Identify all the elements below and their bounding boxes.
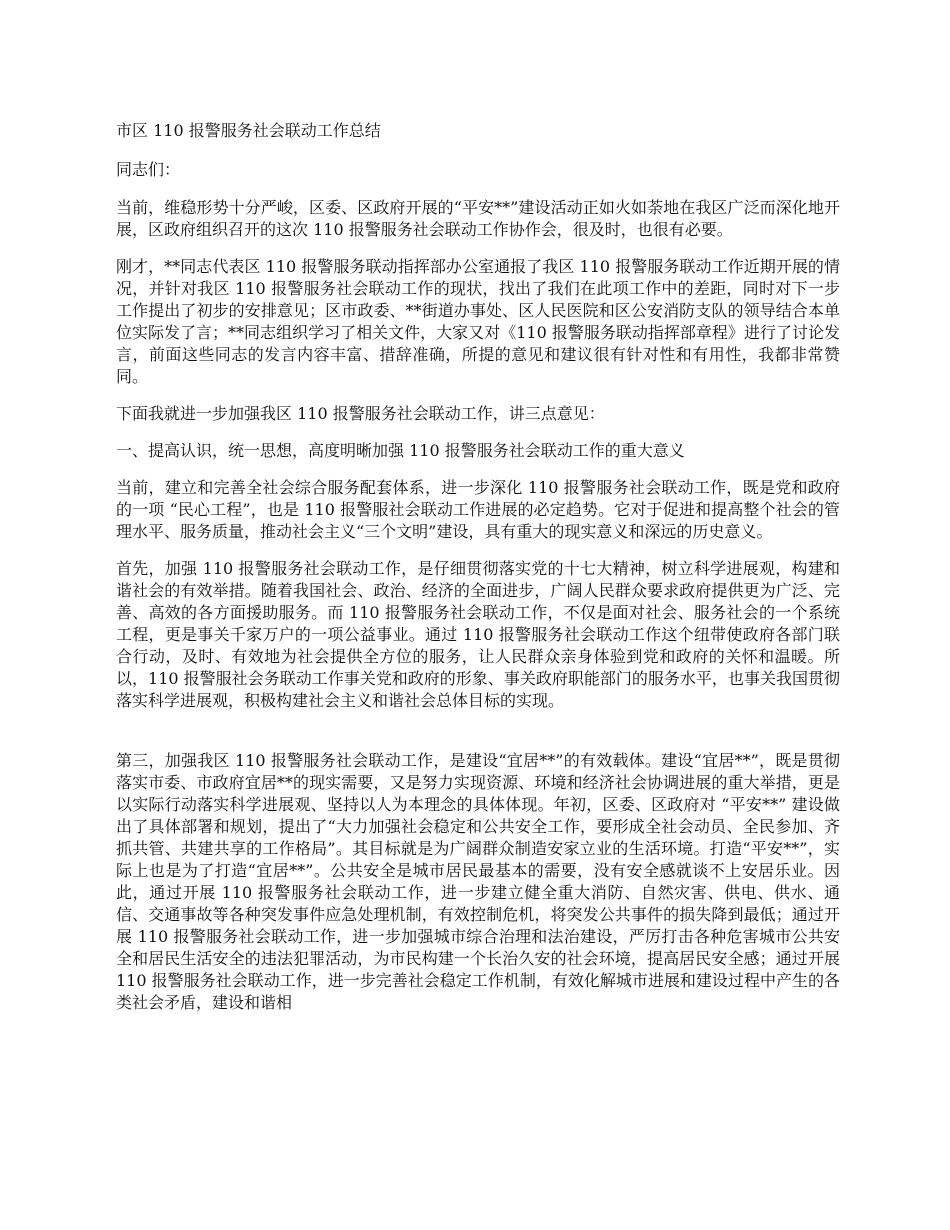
paragraph-significance: 当前，建立和完善全社会综合服务配套体系，进一步深化 110 报警服务社会联动工作，既是党和政府的一项 “民心工程”，也是 110 报警服社会联动工作进展的必定趋势。它对于促进和提高整个社会的管理水平、服务质量，推动社会主义“三个文明”建设，具有重大的现实意义和深远的历史意义。 [116, 478, 840, 541]
paragraph-meeting-review: 刚才，**同志代表区 110 报警服务联动指挥部办公室通报了我区 110 报警服务联动工作近期开展的情况，并针对我区 110 报警服务社会联动工作的现状，找出了我们在此项工作中的差距，同时对下一步工作提出了初步的安排意见；区市政委、**街道办事处、区人民医院和区公安消防支队的领导结合本单位实际发了言；**同志组织学习了相关文件，大家又对《110 报警服务联动指挥部章程》进行了讨论发言，前面这些同志的发言内容丰富、措辞准确，所提的意见和建议很有针对性和有用性，我都非常赞同。 [116, 257, 840, 386]
document-title: 市区 110 报警服务社会联动工作总结 [116, 121, 381, 140]
document-page [116, 120, 840, 1029]
page-gap [116, 727, 840, 750]
paragraph-three-points: 下面我就进一步加强我区 110 报警服务社会联动工作，讲三点意见： [116, 404, 605, 423]
paragraph-third: 第三，加强我区 110 报警服务社会联动工作，是建设“宜居**”的有效载体。建设“宜居**”，既是贯彻落实市委、市政府宜居**的现实需要，又是努力实现资源、环境和经济社会协调进展的重大举措，更是以实际行动落实科学进展观、坚持以人为本理念的具体体现。年初，区委、区政府对 “平安**” 建设做出了具体部署和规划，提出了“大力加强社会稳定和公共安全工作，要形成全社会动员、全民参加、齐抓共管、共建共享的工作格局”。其目标就是为广阔群众制造安家立业的生活环境。打造“平安**”，实际上也是为了打造“宜居**”。公共安全是城市居民最基本的需要，没有安全感就谈不上安居乐业。因此，通过开展 110 报警服务社会联动工作，进一步建立健全重大消防、自然灾害、供电、供水、通信、交通事故等各种突发事件应急处理机制，有效控制危机，将突发公共事件的损失降到最低；通过开展 110 报警服务社会联动工作，进一步加强城市综合治理和法治建设，严厉打击各种危害城市公共安全和居民生活安全的违法犯罪活动，为市民构建一个长治久安的社会环境，提高居民安全感；通过开展 110 报警服务社会联动工作，进一步完善社会稳定工作机制，有效化解城市进展和建设过程中产生的各类社会矛盾，建设和谐相 [116, 751, 840, 1012]
paragraph-intro: 当前，维稳形势十分严峻，区委、区政府开展的“平安**”建设活动正如火如荼地在我区广泛而深化地开展，区政府组织召开的这次 110 报警服务社会联动工作协作会，很及时，也很有必要。 [116, 198, 840, 239]
section-heading-one: 一、提高认识，统一思想，高度明晰加强 110 报警服务社会联动工作的重大意义 [116, 441, 685, 460]
salutation: 同志们： [116, 160, 181, 179]
paragraph-first: 首先，加强 110 报警服务社会联动工作，是仔细贯彻落实党的十七大精神，树立科学进展观，构建和谐社会的有效举措。随着我国社会、政治、经济的全面进步，广阔人民群众要求政府提供更为广泛、完善、高效的各方面援助服务。而 110 报警服务社会联动工作，不仅是面对社会、服务社会的一个系统工程，更是事关千家万户的一项公益事业。通过 110 报警服务社会联动工作这个纽带使政府各部门联合行动，及时、有效地为社会提供全方位的服务，让人民群众亲身体验到党和政府的关怀和温暖。所以，110 报警服社会务联动工作事关党和政府的形象、事关政府职能部门的服务水平，也事关我国贯彻落实科学进展观，积极构建社会主义和谐社会总体目标的实现。 [116, 559, 840, 710]
